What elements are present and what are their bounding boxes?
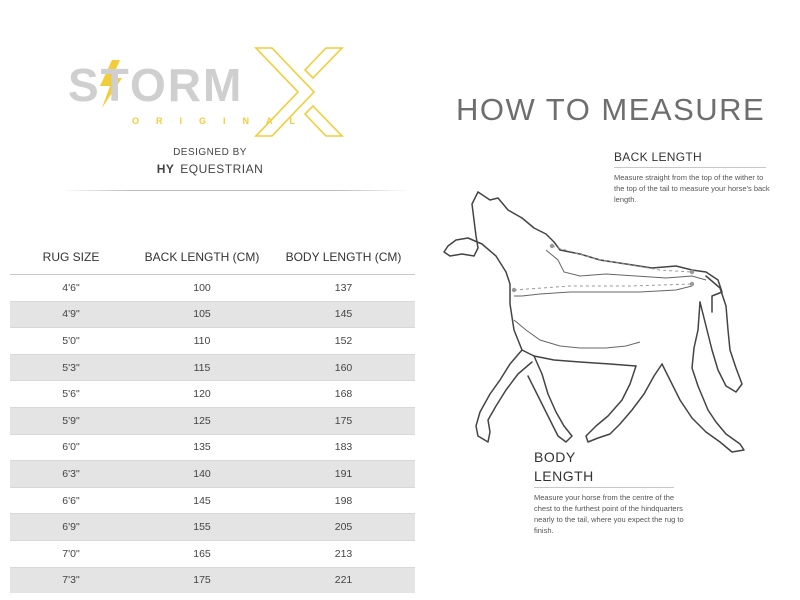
cell-body-length: 205 bbox=[334, 521, 353, 534]
cell-rug-size: 6'6" bbox=[62, 494, 80, 507]
cell-rug-size: 6'0" bbox=[62, 441, 80, 454]
cell-back-length: 110 bbox=[193, 334, 211, 347]
cell-back-length: 125 bbox=[193, 414, 211, 427]
cell-body-length: 191 bbox=[334, 467, 353, 480]
back-length-underline bbox=[614, 167, 766, 168]
divider bbox=[60, 190, 410, 191]
table-header bbox=[10, 250, 415, 272]
cell-back-length: 115 bbox=[193, 361, 211, 374]
cell-back-length: 135 bbox=[193, 441, 211, 454]
header-back-length: BACK LENGTH (CM) bbox=[144, 250, 260, 264]
table-row bbox=[10, 327, 415, 354]
how-to-measure-title: HOW TO MEASURE bbox=[456, 92, 766, 127]
table-row bbox=[10, 380, 415, 407]
cell-body-length: 175 bbox=[334, 414, 353, 427]
cell-rug-size: 4'6" bbox=[62, 281, 80, 294]
table-row bbox=[10, 540, 415, 567]
measurement-guides bbox=[514, 246, 692, 290]
horse-outline-illustration bbox=[430, 180, 770, 460]
back-length-title: BACK LENGTH bbox=[614, 150, 702, 164]
body-length-description: Measure your horse from the centre of the chest to the furthest point of the hindquarters nearly to the tail, where you expect the rug to finish. bbox=[534, 493, 684, 535]
cell-rug-size: 4'9" bbox=[62, 308, 80, 321]
body-length-underline bbox=[534, 487, 674, 488]
cell-back-length: 165 bbox=[193, 547, 211, 560]
cell-body-length: 198 bbox=[334, 494, 353, 507]
header-body-length: BODY LENGTH (CM) bbox=[285, 250, 402, 264]
cell-back-length: 105 bbox=[193, 308, 211, 321]
cell-body-length: 183 bbox=[334, 441, 353, 454]
cell-rug-size: 7'3" bbox=[62, 574, 80, 587]
designed-by-label: DESIGNED BY bbox=[173, 147, 247, 158]
cell-rug-size: 5'0" bbox=[62, 334, 80, 347]
body-length-guide bbox=[514, 284, 692, 290]
table-row bbox=[10, 434, 415, 461]
cell-back-length: 100 bbox=[193, 281, 211, 294]
table-row bbox=[10, 513, 415, 540]
cell-back-length: 140 bbox=[193, 467, 211, 480]
table-row bbox=[10, 301, 415, 328]
cell-body-length: 213 bbox=[334, 547, 353, 560]
rug-outline bbox=[514, 250, 706, 348]
header-rug-size: RUG SIZE bbox=[42, 250, 100, 264]
logo-wordmark: STORM bbox=[68, 59, 244, 111]
cell-back-length: 155 bbox=[193, 521, 211, 534]
cell-rug-size: 5'9" bbox=[62, 414, 80, 427]
cell-rug-size: 7'0" bbox=[62, 547, 80, 560]
table-row bbox=[10, 460, 415, 487]
body-length-title-line1: BODY bbox=[534, 449, 576, 465]
cell-rug-size: 6'3" bbox=[62, 467, 80, 480]
cell-rug-size: 5'3" bbox=[62, 361, 80, 374]
table-row bbox=[10, 567, 415, 594]
cell-back-length: 145 bbox=[193, 494, 211, 507]
cell-back-length: 120 bbox=[193, 388, 211, 401]
cell-body-length: 145 bbox=[334, 308, 353, 321]
cell-body-length: 152 bbox=[334, 334, 353, 347]
logo-subtitle: ORIGINAL bbox=[132, 116, 312, 126]
cell-rug-size: 5'6" bbox=[62, 388, 80, 401]
back-length-description: Measure straight from the top of the wither to the top of the tail to measure your horse's back length. bbox=[614, 173, 770, 204]
brand-name bbox=[60, 162, 360, 176]
brand-text: EQUESTRIAN bbox=[180, 162, 264, 176]
cell-body-length: 168 bbox=[334, 388, 353, 401]
cell-body-length: 137 bbox=[334, 281, 353, 294]
cell-body-length: 221 bbox=[334, 574, 353, 587]
back-length-guide bbox=[552, 246, 692, 272]
cell-body-length: 160 bbox=[334, 361, 353, 374]
body-length-title-line2: LENGTH bbox=[534, 468, 594, 484]
cell-rug-size: 6'9" bbox=[62, 521, 80, 534]
table-row bbox=[10, 407, 415, 434]
horse-silhouette-icon bbox=[444, 192, 744, 452]
table-row bbox=[10, 487, 415, 514]
size-chart-table bbox=[10, 250, 415, 593]
stormx-logo bbox=[60, 40, 360, 140]
table-body bbox=[10, 275, 415, 593]
cell-back-length: 175 bbox=[193, 574, 211, 587]
table-row bbox=[10, 354, 415, 381]
table-row bbox=[10, 275, 415, 301]
brand-mark: HY bbox=[156, 162, 175, 176]
